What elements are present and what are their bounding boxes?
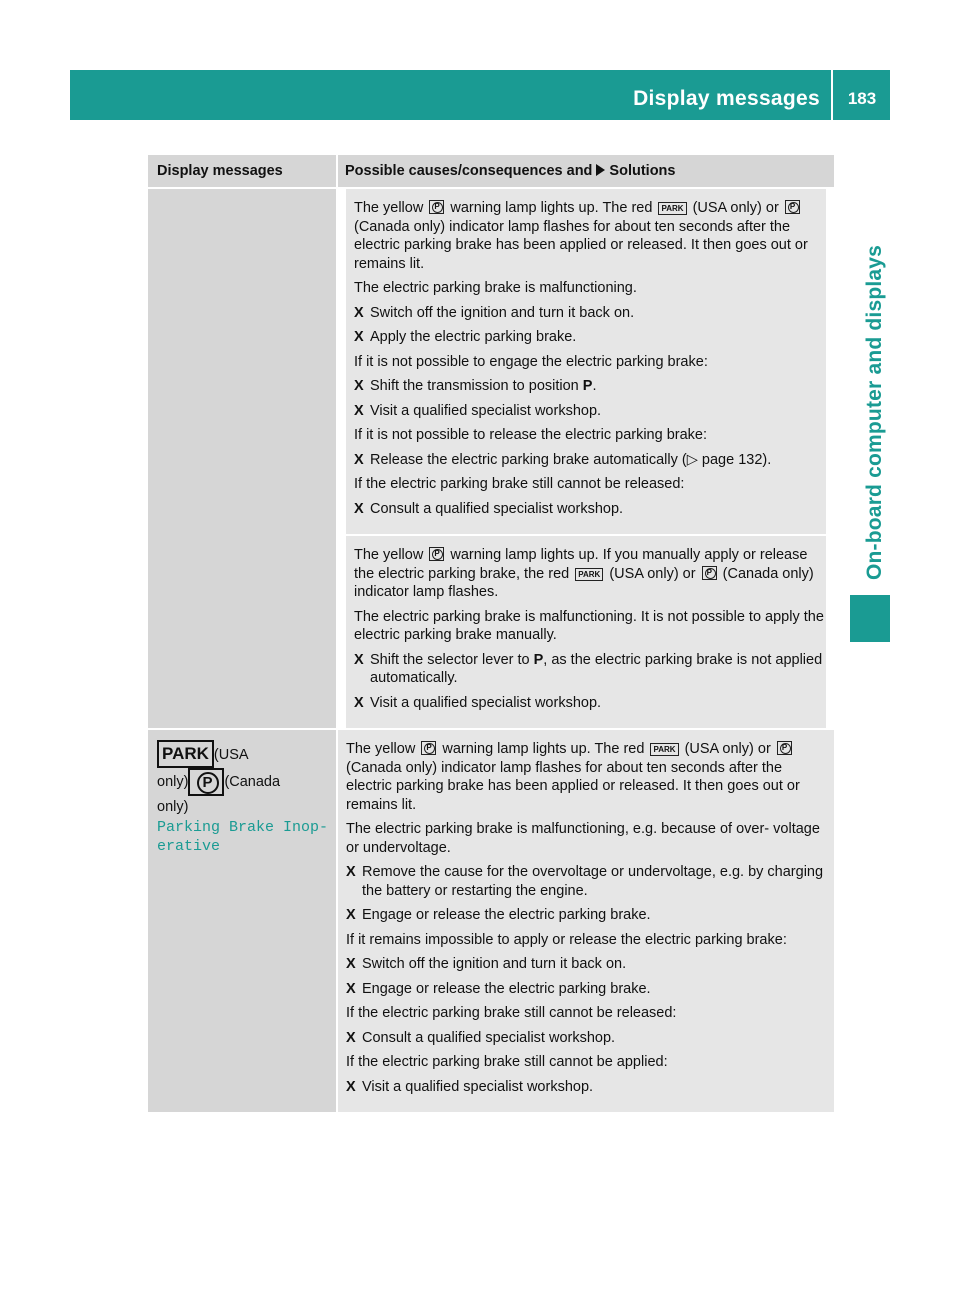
causes-cell [336,189,834,728]
list-item: X Remove the cause for the overvoltage or undervoltage, e.g. by charging the battery or restarting the engine. [346,864,824,899]
causes-cell [336,730,834,1112]
step-marker-icon: X [346,864,356,880]
park-lamp-icon: PARK [650,743,678,756]
list-item: X Visit a qualified specialist workshop. [354,694,602,711]
paragraph: If it is not possible to engage the electric parking brake: [354,353,708,370]
column-header-display-messages: Display messages [157,163,283,179]
list-item: X Visit a qualified specialist workshop. [354,402,602,419]
step-marker-icon: X [346,907,356,923]
list-item: X Engage or release the electric parking brake. [346,907,651,923]
list-item: X Visit a qualified specialist workshop. [346,1078,594,1095]
indicator-lamps: PARK (USA only)P (Canada only) [157,740,330,818]
list-item: X Apply the electric parking brake. [354,329,577,345]
section-label-text: On-board computer and displays [863,244,886,580]
step-marker-icon: X [354,304,364,321]
page-title: Display messages [633,87,820,110]
step-marker-icon: X [354,329,364,345]
cause-block [346,189,826,534]
header-text-solutions: Solutions [609,163,676,179]
list-item: X Release the electric parking brake automatically (▷ page 132). [354,451,772,468]
paragraph: If the electric parking brake still cannot be released: [354,476,685,492]
step-marker-icon: X [346,1078,356,1095]
step-marker-icon: X [354,451,364,468]
parking-brake-lamp-icon [702,566,717,580]
park-indicator-icon: PARK [157,740,214,768]
paragraph: The yellow P warning lamp lights up. The red PARK (USA only) or P (Canada only) indicator lamp flashes for about ten seconds after the electric parking brake has been applied or released. It then goes out or remains lit. [346,740,826,814]
parking-brake-lamp-icon [429,200,444,214]
paragraph: If it is not possible to release the electric parking brake: [354,427,708,443]
paragraph: The electric parking brake is malfunctioning. [354,280,637,296]
step-marker-icon: X [346,1029,356,1046]
park-lamp-icon: PARK [575,568,603,581]
parking-brake-lamp-icon [785,200,800,214]
paragraph: The electric parking brake is malfunctioning. It is not possible to apply the electric parking brake manually. [354,608,824,643]
list-item: X Consult a qualified specialist workshop. [346,1029,616,1046]
paragraph: If the electric parking brake still cannot be applied: [346,1054,668,1070]
paragraph: If the electric parking brake still cannot be released: [346,1005,677,1021]
parking-brake-lamp-icon [421,741,436,755]
display-message-cell [148,189,336,728]
paragraph: If it remains impossible to apply or release the electric parking brake: [346,931,787,948]
table-row [148,730,834,1114]
list-item: X Switch off the ignition and turn it back on. [346,956,627,972]
solution-arrow-icon [596,164,605,176]
column-header-causes-solutions [336,155,834,187]
parking-brake-lamp-icon [429,547,444,561]
page-header [70,70,890,120]
list-item: X Engage or release the electric parking brake. [346,980,651,997]
list-item: X Consult a qualified specialist workshop. [354,500,624,517]
step-marker-icon: X [354,500,364,517]
list-item: X Shift the transmission to position P. [354,378,597,394]
display-message-text: Parking Brake Inop‐ erative [157,819,329,855]
step-marker-icon: X [354,402,364,419]
parking-brake-lamp-icon [777,741,792,755]
step-marker-icon: X [354,378,364,394]
step-marker-icon: X [354,651,364,668]
step-marker-icon: X [354,694,364,711]
section-side-label [837,125,890,585]
table-row [148,189,834,730]
step-marker-icon: X [346,956,356,972]
header-text-causes: Possible causes/consequences and [345,163,593,179]
paragraph: The yellow P warning lamp lights up. If you manually apply or release the electric parking brake, the red PARK (USA only) or P (Canada only) indicator lamp flashes. [354,546,826,602]
park-lamp-icon: PARK [658,202,686,215]
cause-block [346,534,826,728]
list-item: X Switch off the ignition and turn it back on. [354,304,635,321]
display-messages-table [148,155,834,1114]
page-number: 183 [847,89,877,108]
list-item: X Shift the selector lever to P, as the electric parking brake is not applied automatically. [354,651,823,686]
header-divider [831,70,833,120]
step-marker-icon: X [346,980,356,997]
table-header [148,155,834,189]
parking-brake-indicator-icon [188,768,224,796]
paragraph: The electric parking brake is malfunctioning, e.g. because of over- voltage or undervoltage. [346,821,820,856]
display-message-cell [148,730,336,1112]
section-tab-marker [850,595,890,642]
paragraph: The yellow P warning lamp lights up. The red PARK (USA only) or P (Canada only) indicator lamp flashes for about ten seconds after the electric parking brake has been applied or released. It then goes out or remains lit. [354,199,826,273]
